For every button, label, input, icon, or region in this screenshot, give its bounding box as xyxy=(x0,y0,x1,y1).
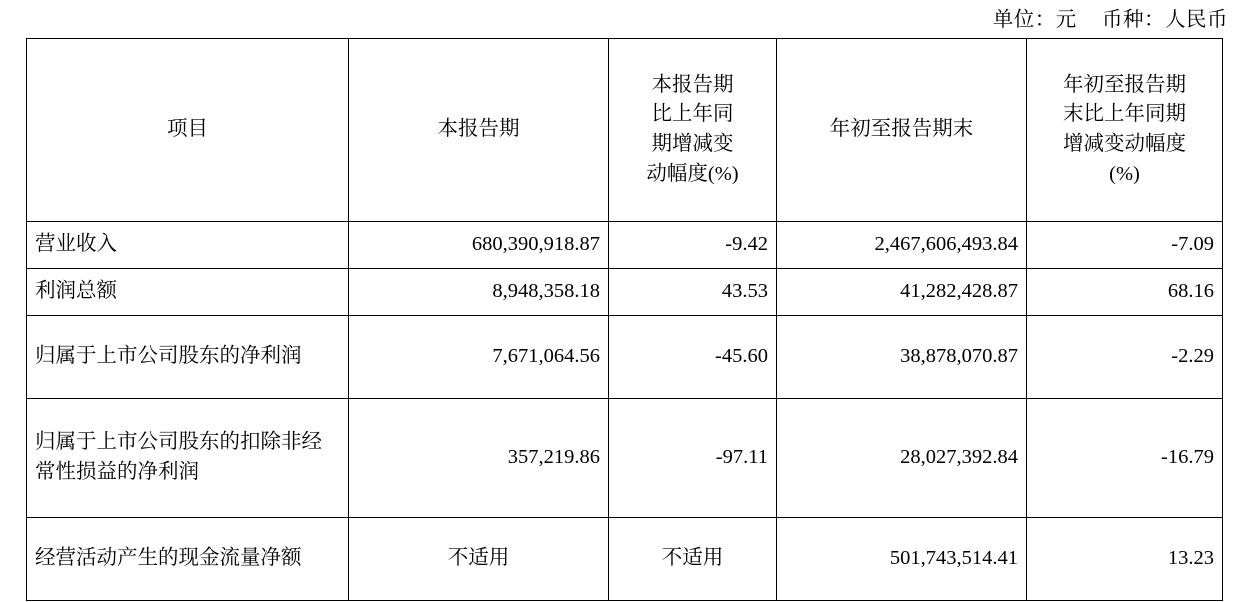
cell-ytd: 41,282,428.87 xyxy=(777,269,1027,316)
header-cell-ytd-change xyxy=(1027,39,1223,222)
row-label: 经营活动产生的现金流量净额 xyxy=(27,518,349,601)
table-row xyxy=(27,399,1223,518)
table-row xyxy=(27,518,1223,601)
cell-ytd-change: 68.16 xyxy=(1027,269,1223,316)
table-row xyxy=(27,222,1223,269)
header-line-1: 本报告期 xyxy=(651,73,734,96)
cell-current-period: 357,219.86 xyxy=(349,399,609,518)
header-cell-item: 项目 xyxy=(27,39,349,222)
cell-ytd: 501,743,514.41 xyxy=(777,518,1027,601)
header-line-4: (%) xyxy=(1109,162,1140,185)
table-header-row xyxy=(27,39,1223,222)
row-label: 利润总额 xyxy=(27,269,349,316)
header-cell-current-period: 本报告期 xyxy=(349,39,609,222)
cell-current-period: 680,390,918.87 xyxy=(349,222,609,269)
cell-ytd: 38,878,070.87 xyxy=(777,316,1027,399)
header-line-2: 比上年同 xyxy=(651,103,734,126)
cell-current-change: 43.53 xyxy=(609,269,777,316)
table-row xyxy=(27,269,1223,316)
unit-currency-note xyxy=(993,2,1228,32)
cell-ytd: 28,027,392.84 xyxy=(777,399,1027,518)
currency-label: 币种：人民币 xyxy=(1102,9,1228,31)
cell-ytd-change: 13.23 xyxy=(1027,518,1223,601)
header-line-3: 期增减变 xyxy=(651,133,734,155)
row-label: 营业收入 xyxy=(27,222,349,269)
header-cell-ytd: 年初至报告期末 xyxy=(777,39,1027,222)
cell-ytd-change: -7.09 xyxy=(1027,222,1223,269)
header-line-3: 增减变动幅度 xyxy=(1063,133,1186,155)
unit-label: 单位：元 xyxy=(992,9,1077,31)
header-line-1: 年初至报告期 xyxy=(1063,73,1186,96)
financial-summary-table xyxy=(26,38,1223,601)
table-row xyxy=(27,316,1223,399)
cell-current-period: 不适用 xyxy=(349,518,609,601)
cell-current-change: -97.11 xyxy=(609,399,777,518)
row-label: 归属于上市公司股东的扣除非经常性损益的净利润 xyxy=(27,399,349,518)
header-line-4: 动幅度(%) xyxy=(646,162,739,185)
cell-current-change: -45.60 xyxy=(609,316,777,399)
cell-current-change: -9.42 xyxy=(609,222,777,269)
cell-current-period: 8,948,358.18 xyxy=(349,269,609,316)
header-line-2: 末比上年同期 xyxy=(1063,103,1186,126)
cell-current-change: 不适用 xyxy=(609,518,777,601)
cell-ytd: 2,467,606,493.84 xyxy=(777,222,1027,269)
cell-ytd-change: -16.79 xyxy=(1027,399,1223,518)
cell-ytd-change: -2.29 xyxy=(1027,316,1223,399)
cell-current-period: 7,671,064.56 xyxy=(349,316,609,399)
header-cell-current-change xyxy=(609,39,777,222)
row-label: 归属于上市公司股东的净利润 xyxy=(27,316,349,399)
